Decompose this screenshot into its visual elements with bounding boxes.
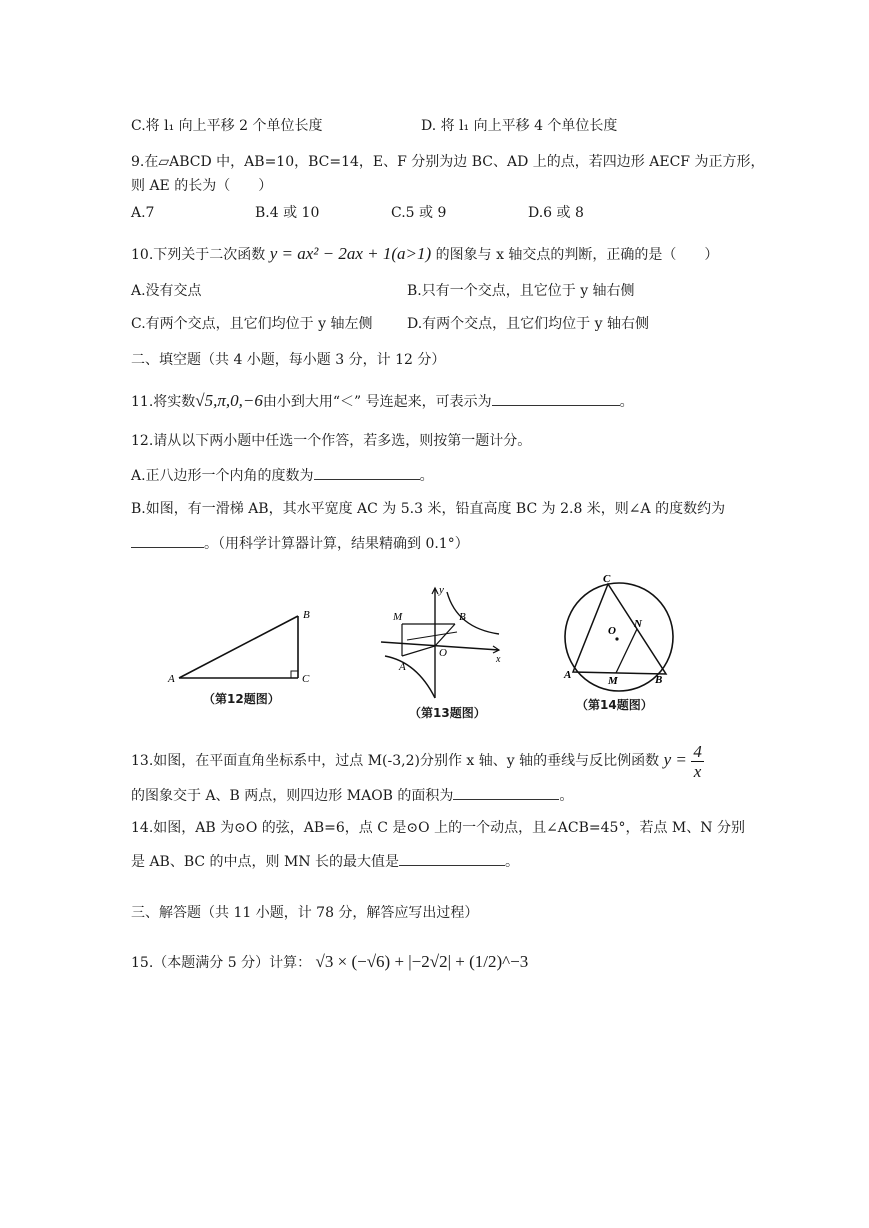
q13-line2 [131, 785, 573, 806]
q9-option-c: C.5 或 9 [391, 205, 447, 221]
q13-line2-text: 的图象交于 A、B 两点，则四边形 MAOB 的面积为 [131, 788, 454, 804]
q11-suffix: 由小到大用“＜” 号连起来，可表示为 [262, 394, 492, 410]
q15-expression [316, 952, 529, 971]
q8-option-c: C.将 l₁ 向上平移 2 个单位长度 [131, 118, 323, 134]
q15 [131, 940, 528, 984]
q12a-answer-blank[interactable] [314, 465, 420, 480]
section-2-heading: 二、填空题（共 4 小题，每小题 3 分，计 12 分） [131, 352, 446, 368]
q12a [131, 465, 434, 486]
figure-13 [377, 580, 507, 720]
q13-prefix: 13.如图，在平面直角坐标系中，过点 M(-3,2)分别作 x 轴、y 轴的垂线与反比例函数 [131, 753, 660, 769]
fig13-label-a: A [399, 661, 406, 673]
q13-fraction [691, 742, 704, 781]
figure-14 [556, 570, 686, 715]
figure-14-caption: （第14题图） [576, 698, 653, 712]
q15-expr-text: √3 × (−√6) + |−2√2| + (1/2)^−3 [315, 952, 529, 971]
q12a-end: 。 [419, 468, 434, 484]
fig13-label-x: x [496, 654, 501, 665]
q9-option-d: D.6 或 8 [528, 205, 584, 221]
q14-end: 。 [505, 854, 520, 870]
q12-stem: 12.请从以下两小题中任选一个作答，若多选，则按第一题计分。 [131, 433, 532, 449]
q10-suffix: 的图象与 x 轴交点的判断，正确的是（ ） [435, 247, 719, 263]
q10-prefix: 10.下列关于二次函数 [131, 247, 266, 263]
q13-line1 [131, 738, 704, 782]
q14-answer-blank[interactable] [399, 851, 505, 866]
q13-frac-denominator: x [693, 761, 702, 781]
fig14-label-a: A [564, 669, 572, 681]
q12b-text: B.如图，有一滑梯 AB，其水平宽度 AC 为 5.3 米，铅直高度 BC 为 2.8 米，则∠A 的度数约为 [131, 501, 726, 517]
fig13-label-o: O [439, 647, 447, 659]
fig14-label-o: O [608, 625, 616, 637]
q9-option-a: A.7 [131, 205, 155, 221]
q11-prefix: 11.将实数 [131, 394, 196, 410]
q13-frac-numerator: 4 [693, 741, 702, 761]
q13-end: 。 [559, 788, 574, 804]
q14-stem: 14.如图，AB 为⊙O 的弦，AB=6，点 C 是⊙O 上的一个动点，且∠ACB=45°，若点 M、N 分别 [131, 820, 745, 836]
fig14-label-b: B [655, 674, 663, 686]
q12b-line2 [131, 533, 469, 554]
fig13-label-m: M [393, 611, 403, 623]
q12b-end: 。（用科学计算器计算，结果精确到 0.1°） [204, 536, 469, 552]
q10-option-a: A.没有交点 [131, 283, 202, 299]
q11-end: 。 [619, 394, 634, 410]
fig13-label-y: y [439, 584, 444, 596]
q10-stem [131, 244, 718, 265]
fig12-label-a: A [168, 673, 175, 685]
q11-numbers: √5,π,0,−6 [195, 391, 263, 410]
q9-option-b: B.4 或 10 [255, 205, 320, 221]
q12b-answer-blank[interactable] [131, 533, 204, 548]
q12a-text: A.正八边形一个内角的度数为 [131, 468, 314, 484]
q9-stem: 9.在▱ABCD 中，AB=10，BC=14，E、F 分别为边 BC、AD 上的点，若四边形 AECF 为正方形， [131, 154, 765, 170]
figure-14-drawing [556, 570, 686, 715]
figure-13-drawing [377, 580, 507, 720]
q10-option-b: B.只有一个交点，且它位于 y 轴右侧 [407, 283, 635, 299]
q10-formula: y = ax² − 2ax + 1(a>1) [269, 244, 432, 263]
q13-answer-blank[interactable] [453, 785, 559, 800]
q15-prefix: 15.（本题满分 5 分）计算： [131, 955, 312, 971]
fig12-label-c: C [302, 673, 310, 685]
fig13-label-b: B [459, 611, 466, 623]
figure-13-caption: （第13题图） [409, 706, 486, 720]
q11 [131, 391, 634, 412]
q13-func-lhs: y = [663, 750, 687, 769]
q14-line2 [131, 851, 519, 872]
fig14-label-n: N [634, 618, 642, 630]
fig12-label-b: B [303, 609, 310, 621]
section-3-heading: 三、解答题（共 11 小题，计 78 分，解答应写出过程） [131, 905, 479, 921]
figure-12 [165, 600, 325, 712]
q11-answer-blank[interactable] [492, 391, 620, 406]
fig14-label-m: M [608, 675, 618, 687]
q9-stem-line2: 则 AE 的长为（ ） [131, 178, 273, 194]
figure-12-caption: （第12题图） [203, 692, 280, 706]
q10-option-c: C.有两个交点，且它们均位于 y 轴左侧 [131, 316, 373, 332]
q10-option-d: D.有两个交点，且它们均位于 y 轴右侧 [407, 316, 649, 332]
fig14-label-c: C [603, 573, 611, 585]
q14-line2-text: 是 AB、BC 的中点，则 MN 长的最大值是 [131, 854, 400, 870]
q8-option-d: D. 将 l₁ 向上平移 4 个单位长度 [421, 118, 618, 134]
